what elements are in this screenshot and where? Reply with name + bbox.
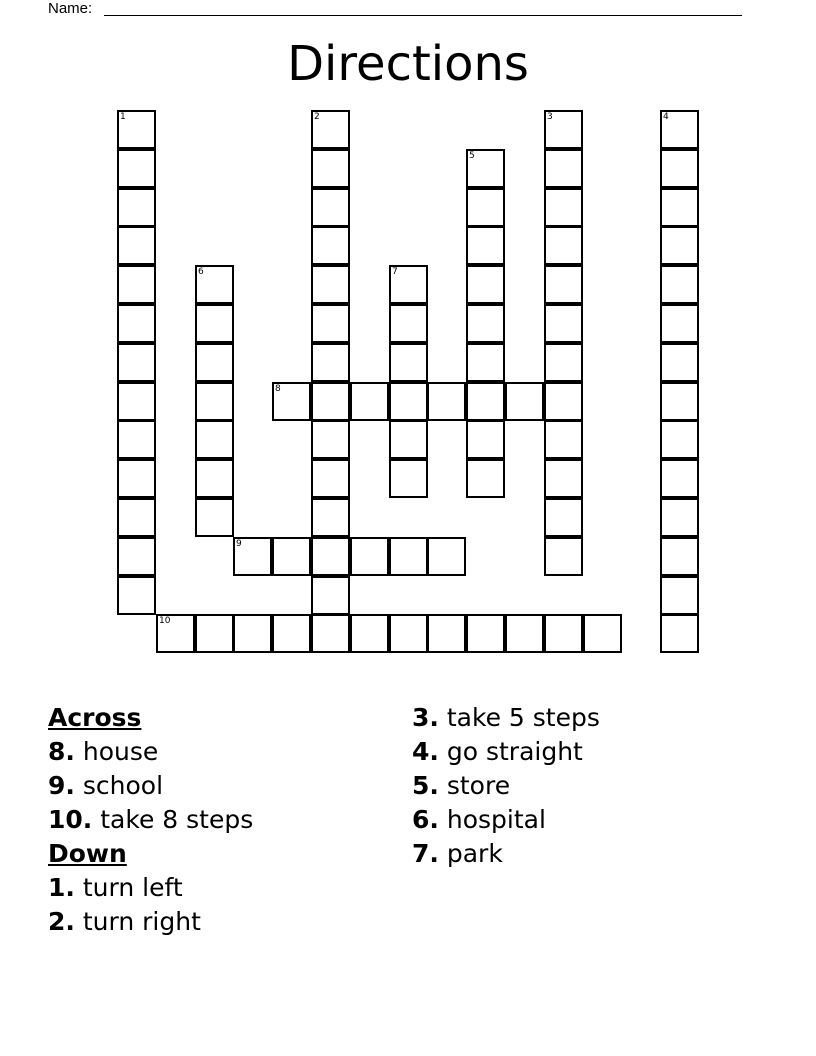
crossword-cell[interactable]	[311, 226, 350, 265]
crossword-cell[interactable]	[660, 459, 699, 498]
crossword-cell[interactable]	[389, 614, 428, 653]
crossword-cell[interactable]	[195, 420, 234, 459]
clue-down-1: 1. turn left	[48, 873, 183, 902]
crossword-cell[interactable]	[117, 110, 156, 149]
crossword-cell[interactable]	[544, 614, 583, 653]
crossword-cell[interactable]	[466, 382, 505, 421]
crossword-cell[interactable]	[660, 149, 699, 188]
crossword-cell[interactable]	[544, 420, 583, 459]
crossword-cell[interactable]	[660, 537, 699, 576]
crossword-cell[interactable]	[544, 459, 583, 498]
crossword-cell[interactable]	[389, 304, 428, 343]
clue-number: 1	[120, 112, 126, 122]
clue-down-3: 3. take 5 steps	[412, 703, 600, 732]
crossword-cell[interactable]	[466, 304, 505, 343]
crossword-cell[interactable]	[427, 537, 466, 576]
clue-number: 2	[314, 112, 320, 122]
crossword-cell[interactable]	[311, 343, 350, 382]
crossword-cell[interactable]	[156, 614, 195, 653]
crossword-cell[interactable]	[311, 576, 350, 615]
clue-down-2: 2. turn right	[48, 907, 201, 936]
crossword-cell[interactable]	[389, 459, 428, 498]
puzzle-title: Directions	[287, 36, 529, 92]
down-heading: Down	[48, 839, 127, 868]
crossword-cell[interactable]	[660, 382, 699, 421]
crossword-cell[interactable]	[117, 537, 156, 576]
crossword-cell[interactable]	[389, 420, 428, 459]
clue-number: 6	[198, 267, 204, 277]
crossword-cell[interactable]	[544, 304, 583, 343]
crossword-cell[interactable]	[311, 498, 350, 537]
crossword-cell[interactable]	[272, 382, 311, 421]
crossword-cell[interactable]	[350, 382, 389, 421]
crossword-cell[interactable]	[544, 498, 583, 537]
crossword-cell[interactable]	[544, 226, 583, 265]
clue-down-4: 4. go straight	[412, 737, 583, 766]
clue-number: 9	[236, 539, 242, 549]
clue-number: 3	[547, 112, 553, 122]
crossword-cell[interactable]	[117, 265, 156, 304]
crossword-cell[interactable]	[117, 343, 156, 382]
crossword-cell[interactable]	[117, 188, 156, 227]
crossword-cell[interactable]	[272, 537, 311, 576]
crossword-cell[interactable]	[233, 537, 272, 576]
crossword-cell[interactable]	[311, 420, 350, 459]
crossword-cell[interactable]	[660, 226, 699, 265]
crossword-cell[interactable]	[660, 498, 699, 537]
crossword-cell[interactable]	[117, 459, 156, 498]
crossword-cell[interactable]	[466, 343, 505, 382]
clue-down-5: 5. store	[412, 771, 511, 800]
crossword-cell[interactable]	[466, 420, 505, 459]
crossword-cell[interactable]	[272, 614, 311, 653]
crossword-cell[interactable]	[544, 188, 583, 227]
crossword-cell[interactable]	[311, 110, 350, 149]
crossword-cell[interactable]	[117, 498, 156, 537]
crossword-cell[interactable]	[117, 420, 156, 459]
crossword-cell[interactable]	[311, 265, 350, 304]
crossword-cell[interactable]	[195, 498, 234, 537]
crossword-cell[interactable]	[311, 188, 350, 227]
clue-number: 10	[159, 616, 171, 626]
crossword-cell[interactable]	[583, 614, 622, 653]
crossword-cell[interactable]	[350, 614, 389, 653]
crossword-cell[interactable]	[389, 382, 428, 421]
clue-number: 4	[663, 112, 669, 122]
clues-column-right	[412, 701, 600, 871]
crossword-cell[interactable]	[466, 265, 505, 304]
crossword-cell[interactable]	[311, 614, 350, 653]
clue-number: 5	[469, 151, 475, 161]
crossword-cell[interactable]	[117, 304, 156, 343]
crossword-cell[interactable]	[466, 226, 505, 265]
clue-number: 8	[275, 384, 281, 394]
crossword-cell[interactable]	[117, 576, 156, 615]
crossword-cell[interactable]	[544, 149, 583, 188]
crossword-cell[interactable]	[195, 265, 234, 304]
crossword-cell[interactable]	[195, 343, 234, 382]
crossword-cell[interactable]	[389, 537, 428, 576]
crossword-cell[interactable]	[195, 304, 234, 343]
crossword-cell[interactable]	[505, 614, 544, 653]
name-label: Name:	[48, 0, 93, 17]
crossword-cell[interactable]	[660, 304, 699, 343]
crossword-cell[interactable]	[311, 537, 350, 576]
crossword-cell[interactable]	[660, 265, 699, 304]
crossword-cell[interactable]	[195, 614, 234, 653]
crossword-cell[interactable]	[544, 382, 583, 421]
crossword-cell[interactable]	[466, 614, 505, 653]
crossword-cell[interactable]	[660, 420, 699, 459]
crossword-cell[interactable]	[544, 265, 583, 304]
crossword-cell[interactable]	[544, 343, 583, 382]
crossword-cell[interactable]	[427, 382, 466, 421]
crossword-cell[interactable]	[505, 382, 544, 421]
clue-down-7: 7. park	[412, 839, 503, 868]
crossword-cell[interactable]	[117, 149, 156, 188]
clue-down-6: 6. hospital	[412, 805, 546, 834]
clue-across-8: 8. house	[48, 737, 159, 766]
clue-across-10: 10. take 8 steps	[48, 805, 254, 834]
crossword-cell[interactable]	[466, 149, 505, 188]
crossword-cell[interactable]	[466, 188, 505, 227]
crossword-cell[interactable]	[311, 459, 350, 498]
crossword-cell[interactable]	[311, 304, 350, 343]
crossword-cell[interactable]	[660, 576, 699, 615]
crossword-cell[interactable]	[350, 537, 389, 576]
across-heading: Across	[48, 703, 142, 732]
clue-across-9: 9. school	[48, 771, 164, 800]
crossword-cell[interactable]	[117, 226, 156, 265]
crossword-cell[interactable]	[427, 614, 466, 653]
crossword-cell[interactable]	[660, 188, 699, 227]
crossword-cell[interactable]	[544, 537, 583, 576]
crossword-cell[interactable]	[233, 614, 272, 653]
crossword-cell[interactable]	[466, 459, 505, 498]
clues-column-left	[48, 701, 253, 939]
crossword-cell[interactable]	[660, 110, 699, 149]
crossword-cell[interactable]	[117, 382, 156, 421]
crossword-cell[interactable]	[311, 149, 350, 188]
crossword-cell[interactable]	[544, 110, 583, 149]
crossword-cell[interactable]	[389, 343, 428, 382]
crossword-cell[interactable]	[195, 382, 234, 421]
clue-number: 7	[392, 267, 398, 277]
crossword-cell[interactable]	[311, 382, 350, 421]
crossword-cell[interactable]	[389, 265, 428, 304]
crossword-cell[interactable]	[195, 459, 234, 498]
crossword-cell[interactable]	[660, 343, 699, 382]
crossword-cell[interactable]	[660, 614, 699, 653]
